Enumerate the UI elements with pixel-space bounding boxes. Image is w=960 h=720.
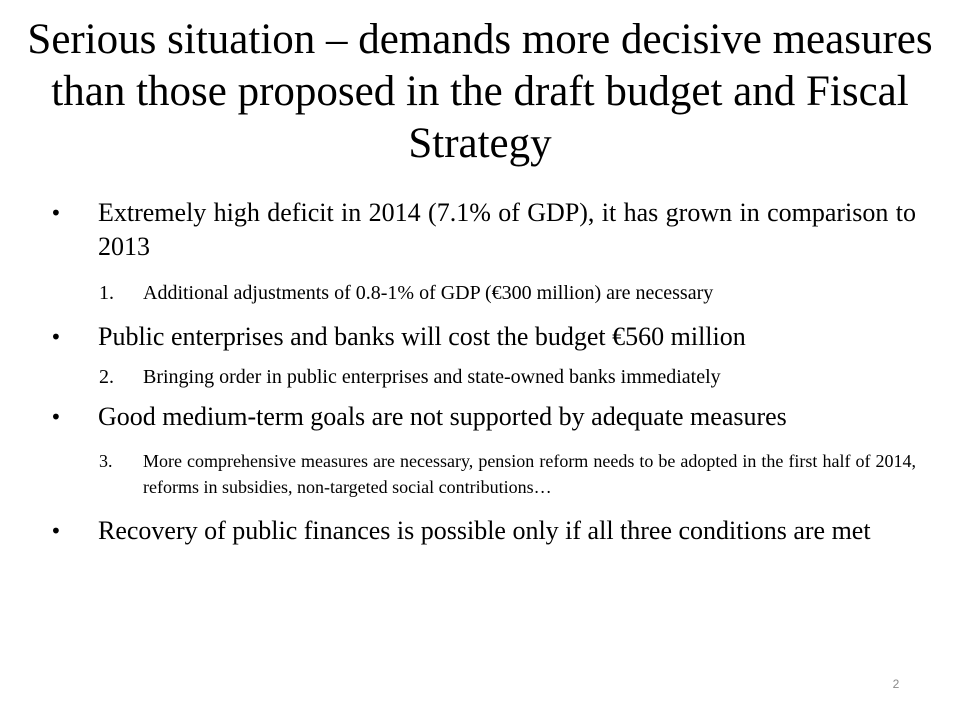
- numbered-text: More comprehensive measures are necessary, pension reform needs to be adopted in the first half of 2014, reforms in subsidies, non-targeted social contributions…: [143, 451, 916, 497]
- bullet-item: [50, 320, 916, 354]
- bullet-icon: •: [50, 519, 62, 543]
- slide-content: [0, 196, 960, 548]
- bullet-item: [50, 400, 916, 434]
- bullet-item: [50, 514, 916, 548]
- bullet-text: Public enterprises and banks will cost the budget €560 million: [98, 322, 746, 351]
- slide-page-number: 2: [892, 677, 900, 691]
- bullet-icon: •: [50, 405, 62, 429]
- bullet-item: [50, 196, 916, 264]
- bullet-icon: •: [50, 325, 62, 349]
- numbered-text: Bringing order in public enterprises and state-owned banks immediately: [143, 366, 721, 388]
- item-number: 1.: [99, 282, 114, 304]
- numbered-item: [99, 448, 916, 500]
- bullet-text: Good medium-term goals are not supported by adequate measures: [98, 402, 787, 431]
- item-number: 3.: [99, 451, 113, 471]
- bullet-text: Recovery of public finances is possible only if all three conditions are met: [98, 516, 871, 545]
- bullet-icon: •: [50, 201, 62, 225]
- numbered-item: [99, 364, 916, 390]
- numbered-item: [99, 280, 916, 306]
- item-number: 2.: [99, 366, 114, 388]
- slide-title: Serious situation – demands more decisive measures than those proposed in the draft budget and Fiscal Strategy: [27, 16, 933, 167]
- numbered-text: Additional adjustments of 0.8-1% of GDP (€300 million) are necessary: [143, 282, 714, 304]
- bullet-text: Extremely high deficit in 2014 (7.1% of GDP), it has grown in comparison to 2013: [98, 198, 916, 261]
